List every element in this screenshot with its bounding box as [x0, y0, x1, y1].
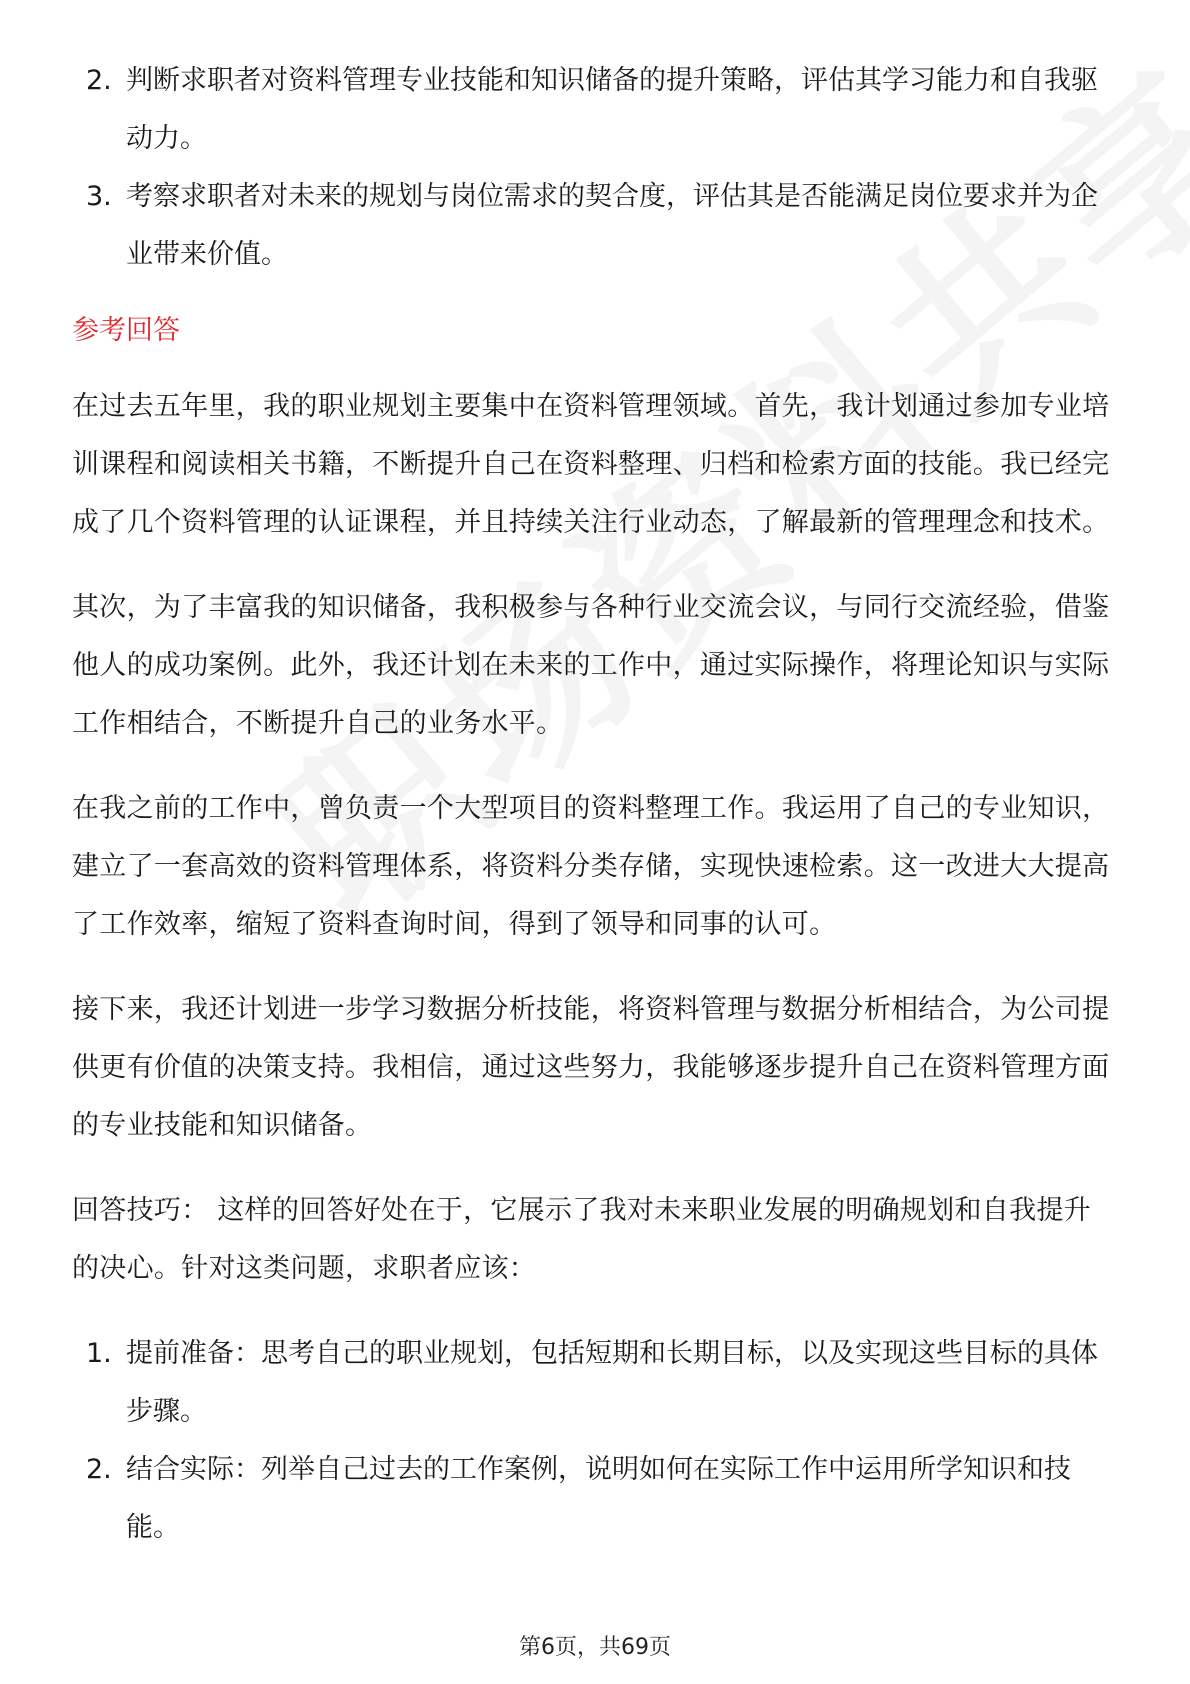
list-item — [72, 1441, 1118, 1557]
list-item — [72, 1325, 1118, 1441]
page-number-footer: 第6页，共69页 — [519, 1635, 671, 1660]
list-item-number: 2. — [86, 65, 112, 96]
answer-tips-paragraph: 回答技巧： 这样的回答好处在于，它展示了我对未来职业发展的明确规划和自我提升的决心。针对这类问题，求职者应该： — [72, 1195, 1091, 1284]
list-item-text: 提前准备：思考自己的职业规划，包括短期和长期目标，以及实现这些目标的具体步骤。 — [126, 1338, 1098, 1427]
evaluation-points-list — [72, 52, 1118, 284]
list-item-number: 1. — [86, 1338, 112, 1369]
list-item-text: 考察求职者对未来的规划与岗位需求的契合度，评估其是否能满足岗位要求并为企业带来价值。 — [126, 181, 1098, 270]
answer-paragraph: 在我之前的工作中，曾负责一个大型项目的资料整理工作。我运用了自己的专业知识，建立了一套高效的资料管理体系，将资料分类存储，实现快速检索。这一改进大大提高了工作效率，缩短了资料查询时间，得到了领导和同事的认可。 — [72, 793, 1110, 940]
answer-paragraph: 接下来，我还计划进一步学习数据分析技能，将资料管理与数据分析相结合，为公司提供更有价值的决策支持。我相信，通过这些努力，我能够逐步提升自己在资料管理方面的专业技能和知识储备。 — [72, 994, 1110, 1141]
tips-list — [72, 1325, 1118, 1557]
answer-paragraph: 在过去五年里，我的职业规划主要集中在资料管理领域。首先，我计划通过参加专业培训课程和阅读相关书籍，不断提升自己在资料整理、归档和检索方面的技能。我已经完成了几个资料管理的认证课程，并且持续关注行业动态，了解最新的管理理念和技术。 — [72, 391, 1110, 538]
page-content — [72, 52, 1118, 1557]
list-item — [72, 168, 1118, 284]
answer-paragraph: 其次，为了丰富我的知识储备，我积极参与各种行业交流会议，与同行交流经验，借鉴他人的成功案例。此外，我还计划在未来的工作中，通过实际操作，将理论知识与实际工作相结合，不断提升自己的业务水平。 — [72, 592, 1110, 739]
list-item-text: 结合实际：列举自己过去的工作案例，说明如何在实际工作中运用所学知识和技能。 — [126, 1454, 1071, 1543]
list-item — [72, 52, 1118, 168]
section-title: 参考回答 — [72, 315, 180, 346]
list-item-text: 判断求职者对资料管理专业技能和知识储备的提升策略，评估其学习能力和自我驱动力。 — [126, 65, 1098, 154]
list-item-number: 3. — [86, 181, 112, 212]
list-item-number: 2. — [86, 1454, 112, 1485]
